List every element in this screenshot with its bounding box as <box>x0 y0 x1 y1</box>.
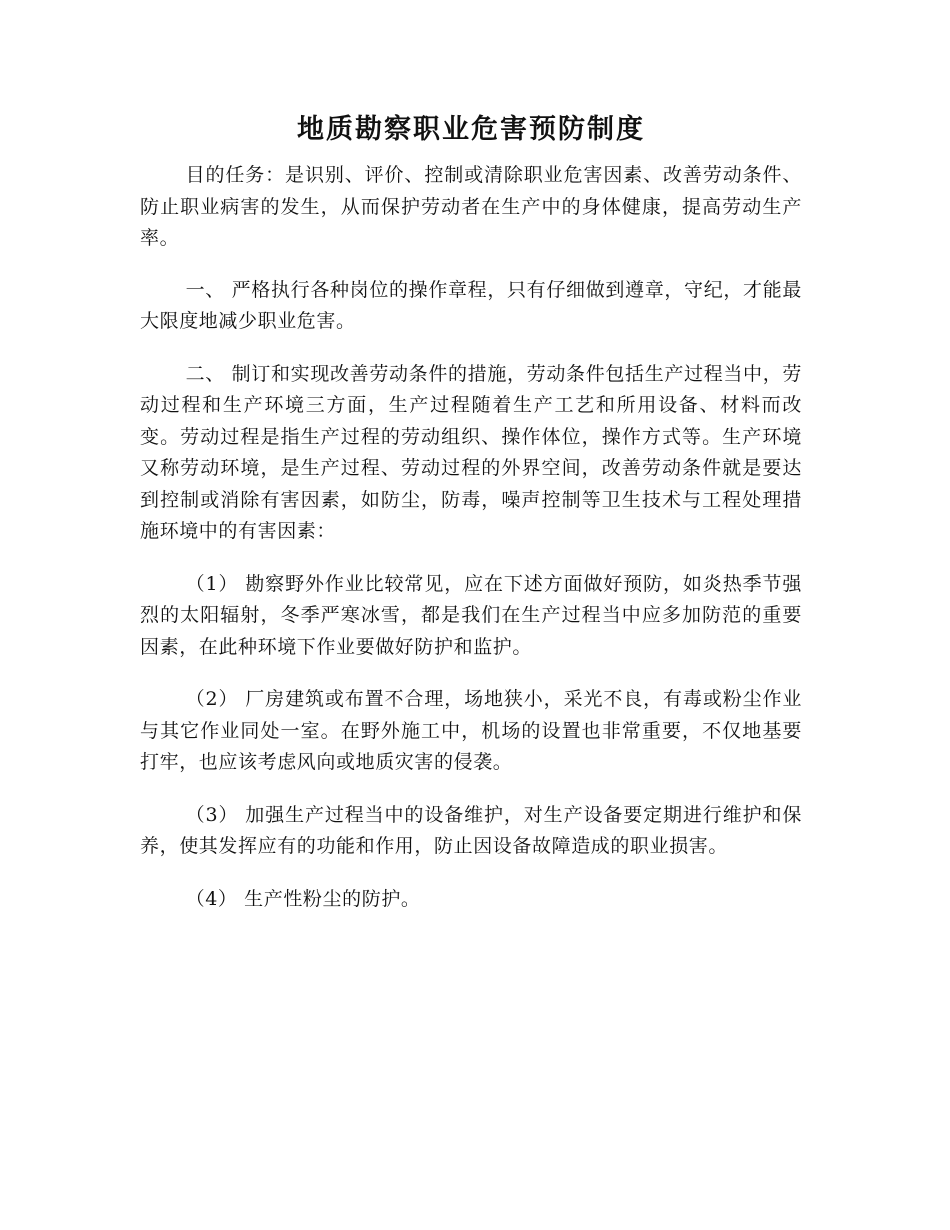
paragraph-purpose: 目的任务：是识别、评价、控制或清除职业危害因素、改善劳动条件、防止职业病害的发生，从而保护劳动者在生产中的身体健康，提高劳动生产率。 <box>140 164 802 249</box>
paragraph-item-3: （3） 加强生产过程当中的设备维护，对生产设备要定期进行维护和保养，使其发挥应有的功能和作用，防止因设备故障造成的职业损害。 <box>140 803 802 857</box>
paragraph-section-2: 二、 制订和实现改善劳动条件的措施，劳动条件包括生产过程当中，劳动过程和生产环境三方面，生产过程随着生产工艺和所用设备、材料而改变。劳动过程是指生产过程的劳动组织、操作体位，操作方式等。生产环境又称劳动环境，是生产过程、劳动过程的外界空间，改善劳动条件就是要达到控制或消除有害因素，如防尘，防毒，噪声控制等卫生技术与工程处理措施环境中的有害因素： <box>140 362 802 542</box>
document-title: 地质勘察职业危害预防制度 <box>297 114 645 145</box>
paragraph-item-1: （1） 勘察野外作业比较常见，应在下述方面做好预防，如炎热季节强烈的太阳辐射，冬季严寒冰雪，都是我们在生产过程当中应多加防范的重要因素，在此种环境下作业要做好防护和监护。 <box>140 572 802 658</box>
paragraph-section-1: 一、 严格执行各种岗位的操作章程，只有仔细做到遵章，守纪，才能最大限度地减少职业危害。 <box>140 278 802 332</box>
paragraph-item-2: （2） 厂房建筑或布置不合理，场地狭小，采光不良，有毒或粉尘作业与其它作业同处一室。在野外施工中，机场的设置也非常重要，不仅地基要打牢，也应该考虑风向或地质灾害的侵袭。 <box>140 688 802 773</box>
paragraph-item-4: （4） 生产性粉尘的防护。 <box>185 887 421 910</box>
document-page <box>140 108 802 936</box>
